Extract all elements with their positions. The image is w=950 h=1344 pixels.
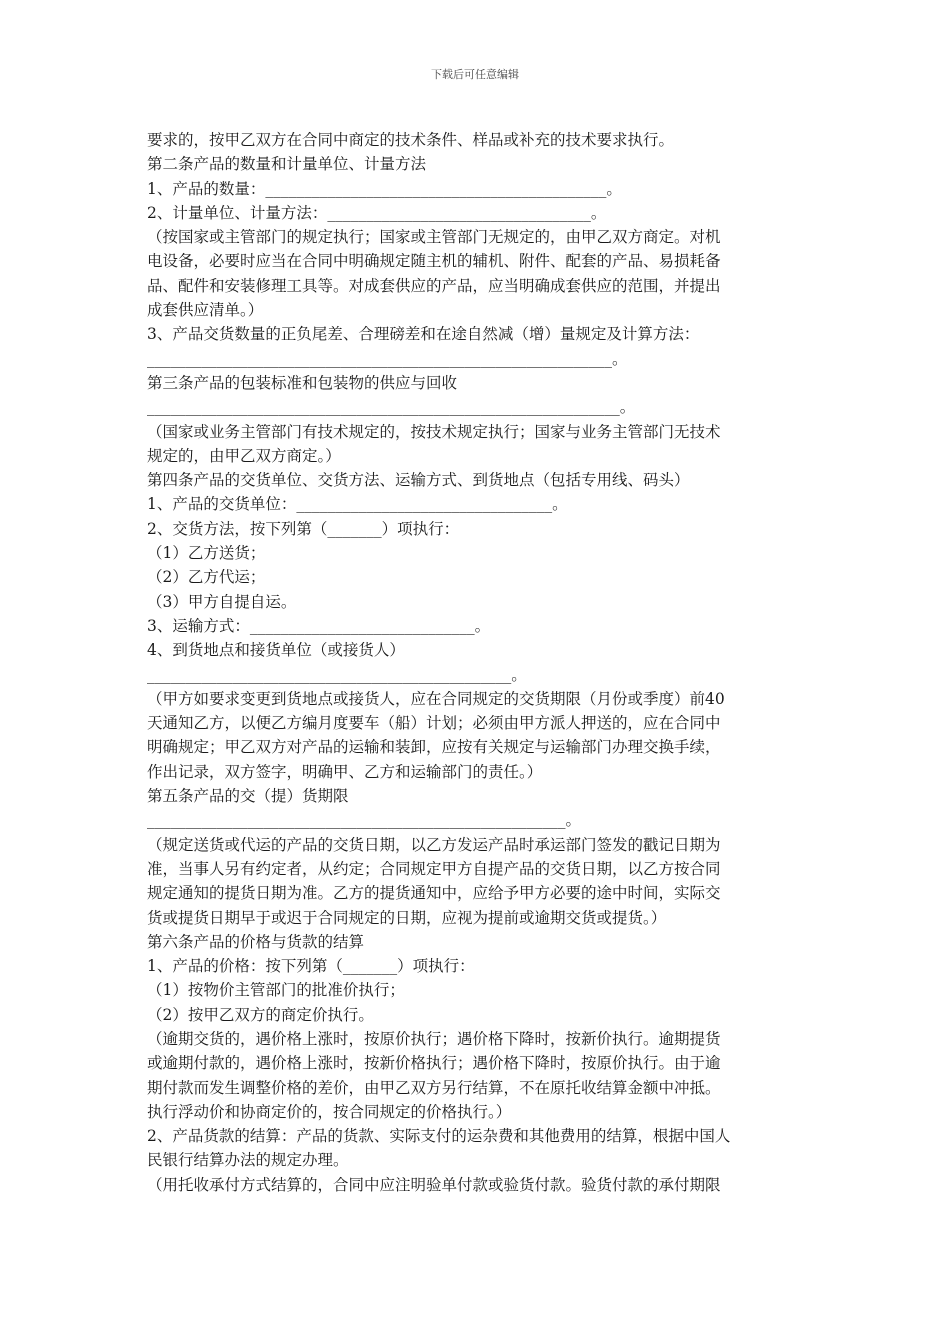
text-line: 电设备，必要时应当在合同中明确规定随主机的辅机、附件、配套的产品、易损耗备 [147,252,721,271]
text-line: 执行浮动价和协商定价的，按合同规定的价格执行。） [147,1102,512,1121]
text-line: 1、产品的数量：____________________________________________。 [147,179,622,198]
text-line: （用托收承付方式结算的，合同中应注明验单付款或验货付款。验货付款的承付期限 [147,1175,721,1194]
text-line: （逾期交货的，遇价格上涨时，按原价执行；遇价格下降时，按新价执行。逾期提货 [147,1029,721,1048]
text-line: 天通知乙方，以便乙方编月度要车（船）计划；必须由甲方派人押送的，应在合同中 [147,714,721,733]
text-line: （2）按甲乙双方的商定价执行。 [147,1005,374,1024]
text-line: 明确规定；甲乙双方对产品的运输和装卸，应按有关规定与运输部门办理交换手续， [147,738,721,757]
text-line: 2、产品货款的结算：产品的货款、实际支付的运杂费和其他费用的结算，根据中国人 [147,1127,731,1146]
text-line: 成套供应清单。） [147,301,264,320]
text-line: （1）乙方送货； [147,544,266,563]
text-line: ______________________________________________________。 [147,811,582,830]
text-line: 3、运输方式：_____________________________。 [147,616,491,635]
text-line: ____________________________________________________________。 [147,349,628,368]
text-line: （3）甲方自提自运。 [147,592,297,611]
text-line: _______________________________________________。 [147,665,527,684]
text-line: （国家或业务主管部门有技术规定的，按技术规定执行；国家与业务主管部门无技术 [147,422,721,441]
text-line: 作出记录，双方签字，明确甲、乙方和运输部门的责任。） [147,762,543,781]
text-line: 第三条产品的包装标准和包装物的供应与回收 [147,373,458,392]
text-line: 第六条产品的价格与货款的结算 [147,932,365,951]
text-line: 3、产品交货数量的正负尾差、合理磅差和在途自然减（增）量规定及计算方法： [147,325,700,344]
text-line: 第五条产品的交（提）货期限 [147,787,349,806]
text-line: （2）乙方代运； [147,568,266,587]
text-line: 2、计量单位、计量方法：__________________________________。 [147,203,607,222]
text-line: 准，当事人另有约定者，从约定；合同规定甲方自提产品的交货日期，以乙方按合同 [147,859,721,878]
text-line: 期付款而发生调整价格的差价，由甲乙双方另行结算，不在原托收结算金额中冲抵。 [147,1078,721,1097]
text-line: 或逾期付款的，遇价格上涨时，按新价格执行；遇价格下降时，按原价执行。由于逾 [147,1054,721,1073]
text-line: 第四条产品的交货单位、交货方法、运输方式、到货地点（包括专用线、码头） [147,471,690,490]
text-line: 第二条产品的数量和计量单位、计量方法 [147,155,427,174]
text-line: 货或提货日期早于或迟于合同规定的日期，应视为提前或逾期交货或提货。） [147,908,667,927]
page-header: 下载后可任意编辑 [431,68,519,81]
text-line: 规定的，由甲乙双方商定。） [147,446,341,465]
text-line: 要求的，按甲乙双方在合同中商定的技术条件、样品或补充的技术要求执行。 [147,131,675,149]
text-line: 品、配件和安装修理工具等。对成套供应的产品，应当明确成套供应的范围，并提出 [147,276,721,295]
text-line: （1）按物价主管部门的批准价执行； [147,981,405,1000]
text-line: 4、到货地点和接货单位（或接货人） [147,641,405,660]
text-line: 1、产品的交货单位：_________________________________。 [147,495,568,514]
text-line: （按国家或主管部门的规定执行；国家或主管部门无规定的，由甲乙双方商定。对机 [147,228,721,247]
text-line: _____________________________________________________________。 [147,398,636,417]
text-line: 2、交货方法，按下列第（_______）项执行： [147,519,460,538]
text-line: 民银行结算办法的规定办理。 [147,1151,349,1170]
text-line: 1、产品的价格：按下列第（_______）项执行： [147,957,475,976]
text-line: （甲方如要求变更到货地点或接货人，应在合同规定的交货期限（月份或季度）前40 [147,689,725,708]
text-line: （规定送货或代运的产品的交货日期，以乙方发运产品时承运部门签发的戳记日期为 [147,835,721,854]
document-body [147,128,807,1197]
text-line: 规定通知的提货日期为准。乙方的提货通知中，应给予甲方必要的途中时间，实际交 [147,884,721,903]
